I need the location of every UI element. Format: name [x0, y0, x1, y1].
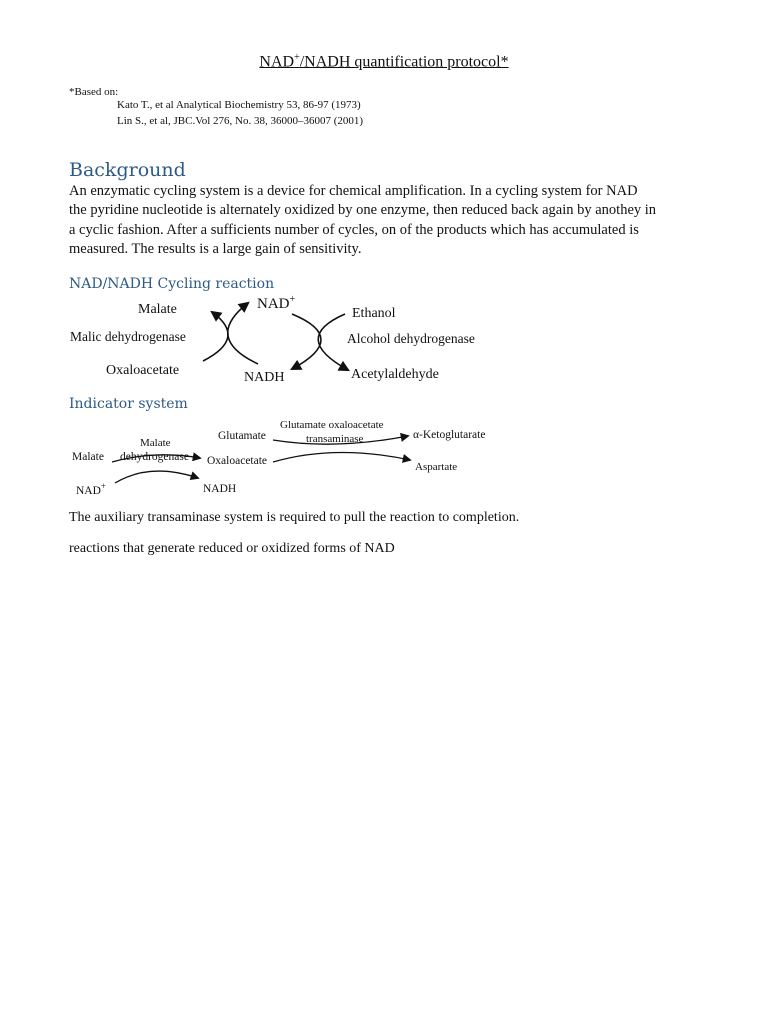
indicator-system-diagram: [0, 412, 768, 500]
paragraph-reactions: reactions that generate reduced or oxidized forms of NAD: [69, 541, 395, 556]
cycle-ethanol: Ethanol: [352, 306, 396, 321]
left-arrow-oxaloacetate-to-malate: [203, 312, 228, 361]
indicator-oxaloacetate: Oxaloacetate: [207, 455, 268, 467]
cycling-reaction-diagram: [0, 290, 768, 390]
right-arrow-ethanol-to-acetylaldehyde: [318, 314, 348, 370]
page-title: [0, 52, 768, 71]
background-line-2: the pyridine nucleotide is alternately oxidized by one enzyme, then reduced back again by anothey in: [69, 202, 657, 219]
indicator-malate: Malate: [72, 451, 104, 463]
indicator-nadh: NADH: [203, 483, 237, 495]
background-line-3: a cyclic fashion. After a sufficients number of cycles, on of the products which has accumulated is: [69, 221, 639, 238]
indicator-ketoglutarate: α-Ketoglutarate: [413, 429, 486, 441]
background-heading: Background: [69, 159, 186, 181]
cycle-oxaloacetate: Oxaloacetate: [106, 363, 180, 378]
background-line-1: An enzymatic cycling system is a device for chemical amplification. In a cycling system for NAD: [69, 183, 638, 199]
reference-1: Kato T., et al Analytical Biochemistry 53, 86-97 (1973): [117, 99, 361, 111]
cycle-nad: [257, 294, 296, 312]
background-line-4: measured. The results is a large gain of sensitivity.: [69, 241, 362, 258]
indicator-nad-sup: +: [100, 481, 106, 491]
cycling-heading: NAD/NADH Cycling reaction: [69, 276, 275, 292]
cycle-acetylaldehyde: Acetylaldehyde: [351, 367, 439, 382]
background-paragraph: [69, 182, 709, 260]
cycle-nadh: NADH: [244, 370, 285, 385]
indicator-nad: [76, 481, 106, 497]
right-arrow-nad-to-nadh: [292, 314, 321, 369]
title-superscript: +: [294, 52, 300, 63]
indicator-aspartate: Aspartate: [415, 461, 458, 473]
reference-2: Lin S., et al, JBC.Vol 276, No. 38, 36000–36007 (2001): [117, 115, 364, 127]
indicator-enzyme1-line1: Malate: [140, 437, 171, 449]
indicator-enzyme2-line2: transaminase: [306, 433, 364, 445]
indicator-glutamate: Glutamate: [218, 430, 266, 442]
cycle-malic-dehydrogenase: Malic dehydrogenase: [70, 329, 186, 344]
indicator-arrow-oxaloacetate-to-aspartate: [273, 452, 410, 462]
based-on-label: *Based on:: [69, 86, 119, 98]
indicator-nad-text: NAD: [76, 485, 101, 497]
indicator-enzyme1-line2: dehydrogenase: [120, 451, 189, 463]
indicator-arrow-nad-to-nadh: [115, 471, 198, 483]
indicator-heading: Indicator system: [69, 396, 188, 412]
cycle-alcohol-dehydrogenase: Alcohol dehydrogenase: [347, 331, 475, 346]
cycle-nad-text: NAD: [257, 296, 290, 312]
cycle-malate: Malate: [138, 302, 177, 317]
title-rest: /NADH quantification protocol*: [299, 53, 509, 71]
left-arrow-nadh-to-nad: [228, 303, 258, 364]
paragraph-auxiliary: The auxiliary transaminase system is required to pull the reaction to completion.: [69, 510, 520, 525]
indicator-enzyme2-line1: Glutamate oxaloacetate: [280, 419, 384, 431]
title-nad: NAD: [259, 53, 295, 71]
cycle-nad-sup: +: [289, 294, 296, 305]
